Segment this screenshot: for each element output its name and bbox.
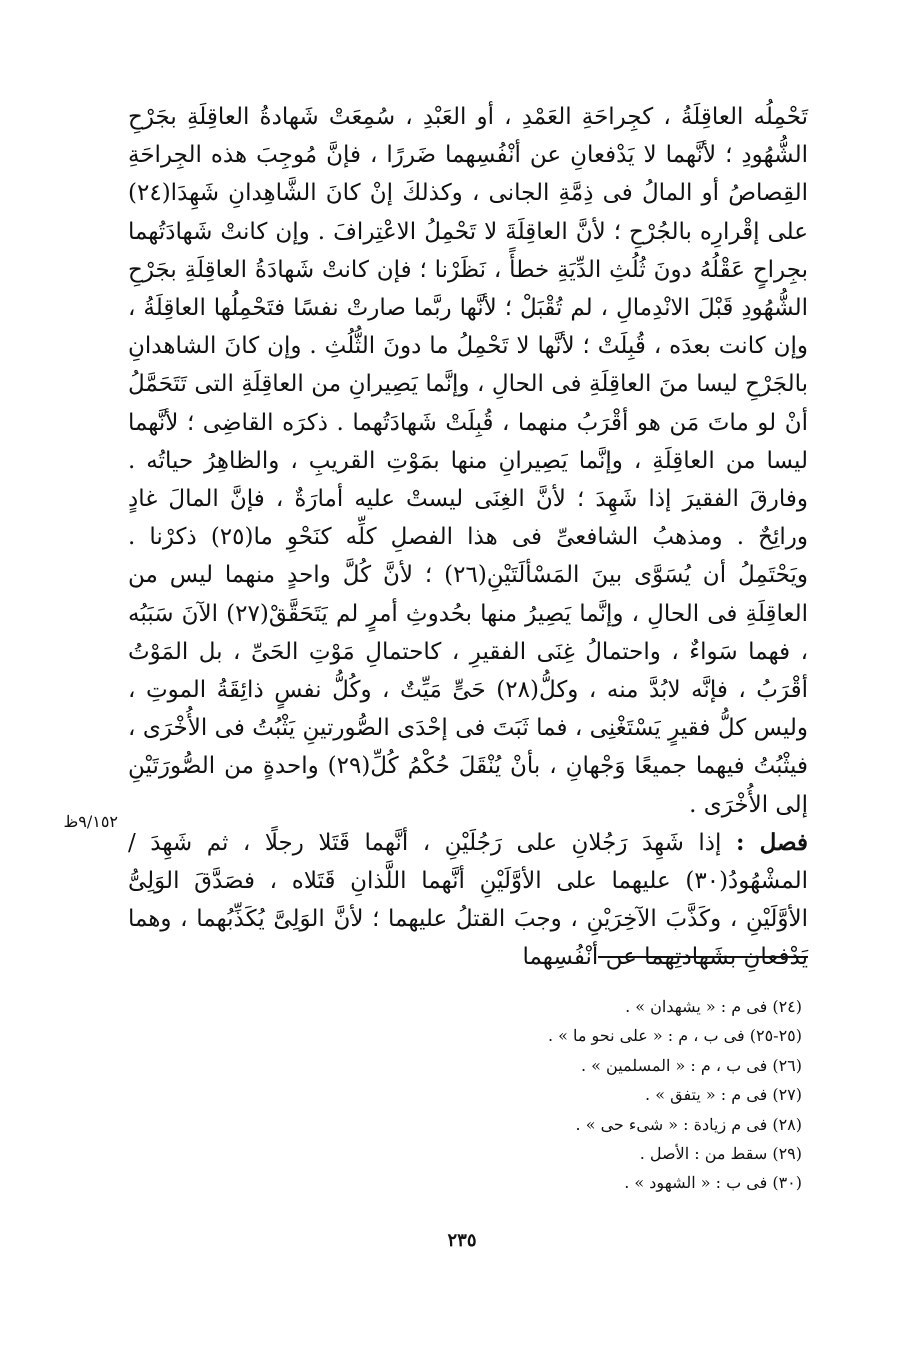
section-label: فصل :: [735, 828, 808, 856]
main-text: [128, 98, 808, 977]
section-text: إذا شَهِدَ رَجُلانِ على رَجُلَيْنِ ، أنَّهما قَتَلا رجلًا ، ثم شَهِدَ / المشْهُودُ(٣٠) عليهما على الأوَّلَيْنِ أنَّهما اللَّذانِ قَتَلاه ، فصَدَّقَ الوَلِىُّ الأوَّلَيْنِ ، وكَذَّبَ الآخِرَيْنِ ، وجبَ القتلُ عليهما ؛ لأنَّ الوَلِىَّ يُكَذِّبُهما ، وهما يَدْفعانِ بشَهادتِهما عن أنْفُسِهما: [128, 829, 808, 971]
footnote: (٢٧) فى م : « يتفق » .: [645, 1085, 802, 1105]
page-number: ٢٣٥: [447, 1230, 477, 1251]
footnotes: [128, 992, 808, 1198]
footnote: (٢٨) فى م زيادة : « شىء حى » .: [575, 1114, 802, 1134]
footnote: (٢٤) فى م : « يشهدان » .: [625, 997, 802, 1016]
body-paragraph: تَحْمِلُه العاقِلَةُ ، كجِراحَةِ العَمْدِ ، أو العَبْدِ ، سُمِعَتْ شَهادةُ العاقِلَةِ بجَرْحِ الشُّهُودِ ؛ لأنَّهما لا يَدْفعانِ عن أنْفُسِهما ضَررًا ، فإنَّ مُوجِبَ هذه الجِراحَةِ القِصاصُ أو المالُ فى ذِمَّةِ الجانى ، وكذلكَ إنْ كانَ الشَّاهِدانِ شَهِدَا(٢٤) على إقْرارِه بالجُرْحِ ؛ لأنَّ العاقِلَةَ لا تَحْمِلُ الاعْتِرافَ . وإن كانتْ شَهادَتُهما بجِراحٍ عَقْلُهُ دونَ ثُلُثِ الدِّيَةِ خطأً ، نَظَرْنا ؛ فإن كانتْ شَهادَةُ العاقِلَةِ بجَرْحِ الشُّهُودِ قَبْلَ الانْدِمالِ ، لم تُقْبَلْ ؛ لأنَّها ربَّما صارتْ نفسًا فتَحْمِلُها العاقِلَةُ ، وإن كانت بعدَه ، قُبِلَتْ ؛ لأنَّها لا تَحْمِلُ ما دونَ الثُّلُثِ . وإن كانَ الشاهدانِ بالجَرْحِ ليسا منَ العاقِلَةِ فى الحالِ ، وإنَّما يَصِيرانِ من العاقِلَةِ التى تَتَحَمَّلُ أنْ لو ماتَ مَن هو أقْرَبُ منهما ، قُبِلَتْ شَهادَتُهما . ذكرَه القاضِى ؛ لأنَّهما ليسا من العاقِلَةِ ، وإنَّما يَصِيرانِ منها بمَوْتِ القريبِ ، والظاهِرُ حياتُه . وفارقَ الفقيرَ إذا شَهِدَ ؛ لأنَّ الغِنَى ليستْ عليه أمارَةٌ ، فإنَّ المالَ غادٍ ورائِحٌ . ومذهبُ الشافعىِّ فى هذا الفصلِ كلِّه كنَحْوِ ما(٢٥) ذكرْنا . ويَحْتَمِلُ أن يُسَوَّى بينَ المَسْألَتَيْنِ(٢٦) ؛ لأنَّ كُلَّ واحدٍ منهما ليس من العاقِلَةِ فى الحالِ ، وإنَّما يَصِيرُ منها بحُدوثِ أمرٍ لم يَتَحَقَّقْ(٢٧) الآنَ سَبَبُه ، فهما سَواءٌ ، واحتمالُ غِنَى الفقيرِ ، كاحتمالِ مَوْتِ الحَىِّ ، بل المَوْتُ أقْرَبُ ، فإنَّه لابُدَّ منه ، وكلُّ(٢٨) حَىٍّ مَيِّتٌ ، وكُلُّ نفسٍ ذائِقَةُ الموتِ ، وليس كلُّ فقيرٍ يَسْتَغْنِى ، فما ثَبَتَ فى إحْدَى الصُّورتينِ يَثْبُتُ فى الأُخْرَى ، فيثْبُتُ فيهما جميعًا وَجْهانِ ، بأنْ يُنْقَلَ حُكْمُ كُلِّ(٢٩) واحدةٍ من الصُّورَتَيْنِ إلى الأُخْرَى .: [128, 104, 809, 818]
footnote: (٣٠) فى ب : « الشهود » .: [624, 1173, 802, 1193]
section-paragraph: [128, 824, 808, 977]
manuscript-folio-note: ٩/١٥٢ظ: [63, 812, 118, 831]
footnote-divider: [598, 956, 808, 958]
footnote: (٢٦) فى ب ، م : « المسلمين » .: [580, 1055, 802, 1075]
footnote: (٢٥-٢٥) فى ب ، م : « على نحو ما » .: [547, 1026, 802, 1046]
footnote: (٢٩) سقط من : الأصل .: [639, 1144, 802, 1164]
